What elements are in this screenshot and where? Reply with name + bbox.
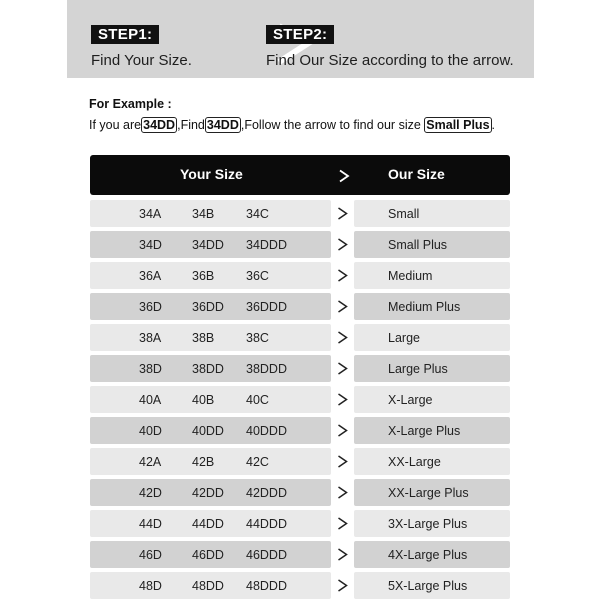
your-size-value: 38DDD [246,362,287,376]
chevron-right-icon [337,455,348,468]
your-size-cell [90,541,331,568]
our-size-cell [354,448,510,475]
your-size-cell [90,262,331,289]
your-size-value: 38C [246,331,269,345]
table-row [90,293,510,320]
our-size-value: 4X-Large Plus [388,548,468,562]
your-size-value: 34DDD [246,238,287,252]
your-size-cell [90,417,331,444]
your-size-value: 44DDD [246,517,287,531]
your-size-value: 44D [139,517,162,531]
your-size-value: 36A [139,269,162,283]
our-size-value: 3X-Large Plus [388,517,468,531]
our-size-value: Medium [388,269,433,283]
your-size-cell [90,324,331,351]
your-size-value: 40C [246,393,269,407]
our-size-value: XX-Large [388,455,441,469]
our-size-value: Large Plus [388,362,448,376]
your-size-value: 42D [139,486,162,500]
your-size-value: 42B [192,455,215,469]
our-size-value: Medium Plus [388,300,461,314]
example-part1: If you are [89,118,142,132]
step2-text: Find Our Size according to the arrow. [266,52,514,69]
your-size-value: 38A [139,331,162,345]
your-size-value: 36DDD [246,300,287,314]
step1-text: Find Your Size. [91,52,192,69]
chevron-right-icon [337,579,348,592]
your-size-cell [90,386,331,413]
your-size-value: 34C [246,207,269,221]
step1-badge: STEP1: [91,25,159,44]
your-size-value: 40DD [192,424,224,438]
our-size-cell [354,510,510,537]
your-size-cell [90,355,331,382]
table-row [90,386,510,413]
our-size-value: X-Large [388,393,433,407]
example-part2: ,Find [177,118,205,132]
your-size-value: 46D [139,548,162,562]
your-size-cell [90,448,331,475]
table-row [90,510,510,537]
your-size-value: 44DD [192,517,224,531]
our-size-value: Small Plus [388,238,448,252]
your-size-value: 34D [139,238,162,252]
example-title: For Example : [89,97,172,111]
chevron-right-icon [337,517,348,530]
your-size-value: 42A [139,455,162,469]
your-size-value: 38DD [192,362,224,376]
our-size-cell [354,572,510,599]
our-size-cell [354,200,510,227]
size-table-header [90,155,510,195]
table-row [90,231,510,258]
chevron-right-icon [337,207,348,220]
your-size-value: 42DD [192,486,224,500]
chevron-right-icon [337,269,348,282]
table-row [90,324,510,351]
your-size-value: 34DD [192,238,224,252]
your-size-value: 36DD [192,300,224,314]
table-row [90,448,510,475]
your-size-value: 40D [139,424,162,438]
our-size-value: Large [388,331,420,345]
your-size-cell [90,293,331,320]
chevron-right-icon [337,238,348,251]
example-size2: 34DD [206,118,239,132]
your-size-value: 46DD [192,548,224,562]
example-part4: . [491,118,496,132]
chevron-right-icon [337,362,348,375]
your-size-value: 48DD [192,579,224,593]
chevron-right-icon [337,331,348,344]
table-row [90,572,510,599]
your-size-value: 40A [139,393,162,407]
table-row [90,355,510,382]
example-part3: ,Follow the arrow to find our size [240,118,421,132]
our-size-cell [354,417,510,444]
your-size-value: 34B [192,207,215,221]
chevron-right-icon [337,486,348,499]
your-size-header: Your Size [180,166,243,182]
table-row [90,200,510,227]
your-size-value: 42C [246,455,269,469]
our-size-cell [354,293,510,320]
your-size-value: 48DDD [246,579,287,593]
your-size-cell [90,231,331,258]
chevron-right-icon [338,169,350,183]
chevron-right-icon [337,424,348,437]
your-size-value: 34A [139,207,162,221]
our-size-cell [354,231,510,258]
example-size1: 34DD [143,118,176,132]
our-size-cell [354,479,510,506]
our-size-cell [354,386,510,413]
your-size-cell [90,200,331,227]
our-size-cell [354,355,510,382]
table-row [90,262,510,289]
your-size-value: 36B [192,269,215,283]
your-size-value: 38B [192,331,215,345]
our-size-header: Our Size [388,166,445,182]
table-row [90,417,510,444]
our-size-value: Small [388,207,420,221]
chevron-right-icon [337,548,348,561]
table-row [90,479,510,506]
your-size-value: 40DDD [246,424,287,438]
your-size-cell [90,510,331,537]
table-row [90,541,510,568]
example-our-size: Small Plus [426,118,490,132]
our-size-cell [354,262,510,289]
chevron-right-icon [337,393,348,406]
your-size-value: 40B [192,393,215,407]
our-size-value: 5X-Large Plus [388,579,468,593]
your-size-value: 42DDD [246,486,287,500]
your-size-value: 38D [139,362,162,376]
our-size-value: X-Large Plus [388,424,461,438]
chevron-right-icon [337,300,348,313]
your-size-value: 46DDD [246,548,287,562]
your-size-cell [90,479,331,506]
example-instructions [89,118,495,132]
your-size-value: 36D [139,300,162,314]
step2-badge: STEP2: [266,25,334,44]
our-size-cell [354,324,510,351]
your-size-value: 48D [139,579,162,593]
our-size-cell [354,541,510,568]
your-size-cell [90,572,331,599]
steps-header [67,0,534,78]
our-size-value: XX-Large Plus [388,486,469,500]
your-size-value: 36C [246,269,269,283]
